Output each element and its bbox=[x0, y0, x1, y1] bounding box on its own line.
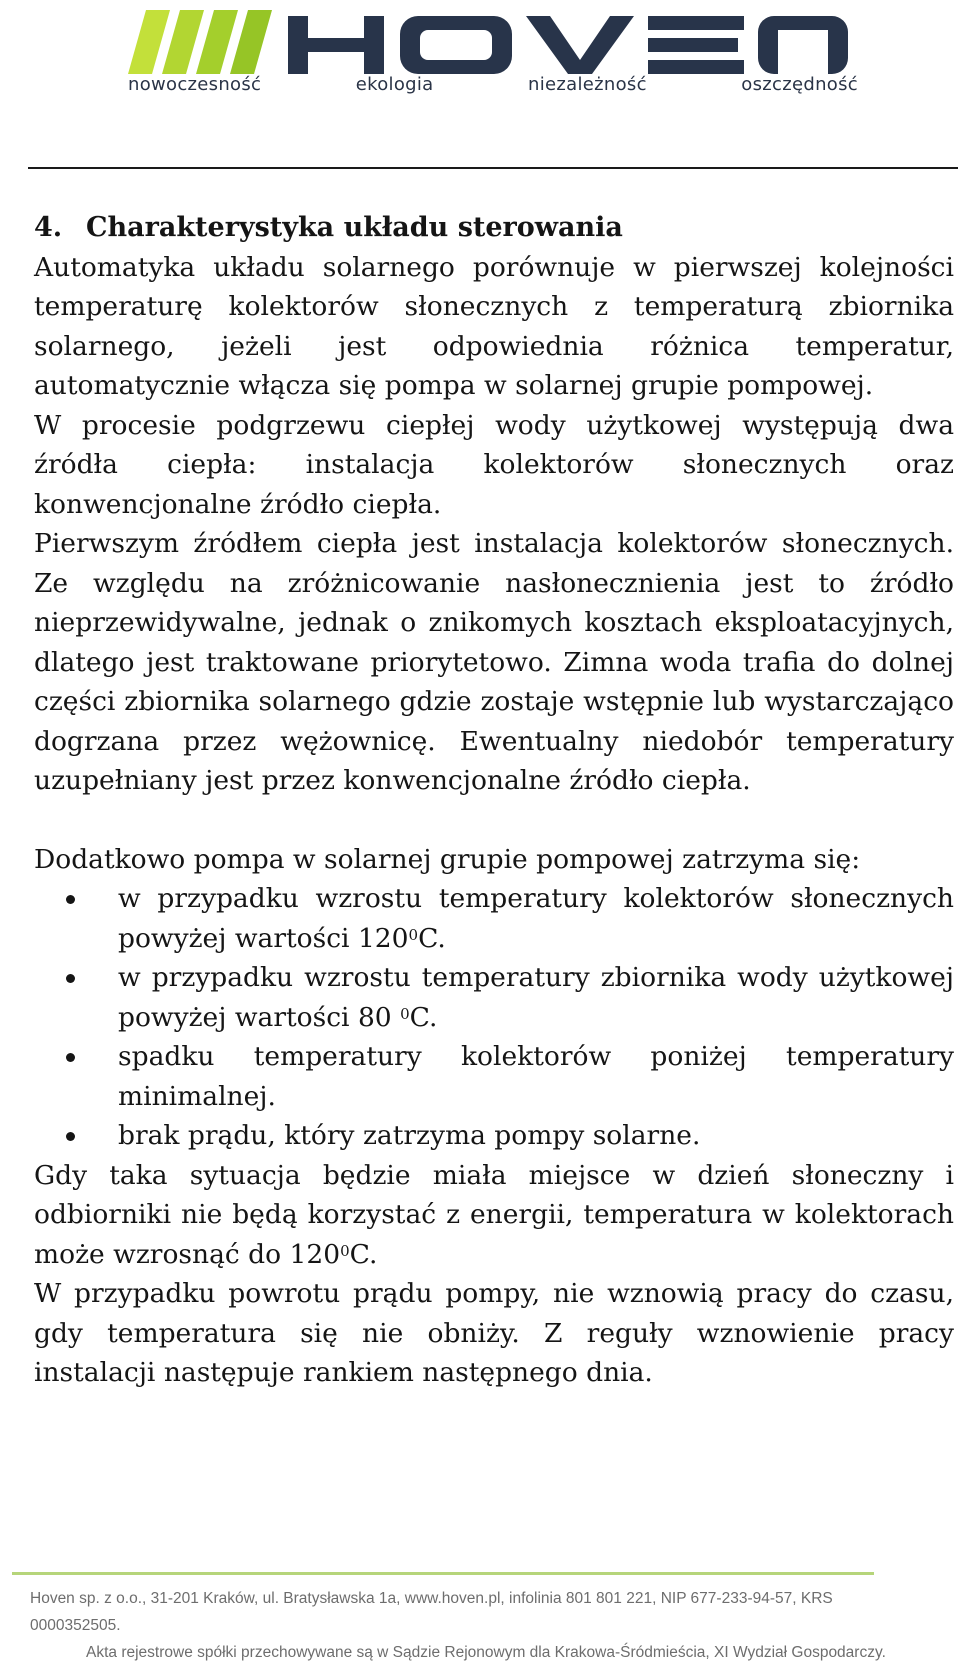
tagline-item: ekologia bbox=[355, 74, 434, 95]
tagline-item: niezależność bbox=[528, 74, 647, 95]
tagline-item: oszczędność bbox=[741, 74, 858, 95]
paragraph: W procesie podgrzewu ciepłej wody użytkowej występują dwa źródła ciepła: instalacja kolektorów słonecznych oraz konwencjonalne źródło ciepła. bbox=[34, 409, 954, 520]
list-item: brak prądu, który zatrzyma pompy solarne. bbox=[118, 1116, 954, 1156]
list-intro: Dodatkowo pompa w solarnej grupie pompowej zatrzyma się: bbox=[34, 843, 861, 875]
document-body bbox=[34, 208, 954, 1393]
degree-superscript: 0 bbox=[400, 1004, 410, 1023]
paragraph: Pierwszym źródłem ciepła jest instalacja kolektorów słonecznych. Ze względu na zróżnicowanie nasłonecznienia jest to źródło nieprzewidywalne, jednak o znikomych kosztach eksploatacyjnych, dlatego jest traktowane priorytetowo. Zimna woda trafia do dolnej części zbiornika solarnego gdzie zostaje wstępnie lub wystarczająco dogrzana przez wężownicę. Ewentualny niedobór temperatury uzupełniany jest przez konwencjonalne źródło ciepła. bbox=[34, 528, 954, 796]
paragraph: Automatyka układu solarnego porównuje w pierwszej kolejności temperaturę kolektorów słonecznych z temperaturą zbiornika solarnego, jeżeli jest odpowiednia różnica temperatur, automatycznie włącza się pompa w solarnej grupie pompowej. bbox=[34, 251, 954, 401]
footer-divider bbox=[12, 1572, 874, 1575]
section-number: 4. bbox=[34, 212, 63, 243]
tagline-item: nowoczesność bbox=[128, 74, 262, 95]
stop-conditions-list bbox=[34, 879, 954, 1156]
section-title: Charakterystyka układu sterowania bbox=[86, 212, 623, 243]
list-item: w przypadku wzrostu temperatury zbiornika wody użytkowej powyżej wartości 80 $^0$C. bbox=[118, 958, 954, 1037]
degree-superscript: 0 bbox=[408, 925, 419, 944]
logo-stripes-icon bbox=[128, 10, 278, 74]
footer-company-info: Hoven sp. z o.o., 31-201 Kraków, ul. Bratysławska 1a, www.hoven.pl, infolinia 801 801 221, NIP 677-233-94-57, KRS 0000352505. bbox=[30, 1590, 833, 1634]
list-item: spadku temperatury kolektorów poniżej temperatury minimalnej. bbox=[118, 1037, 954, 1116]
page-footer bbox=[30, 1585, 910, 1666]
list-item: w przypadku wzrostu temperatury kolektorów słonecznych powyżej wartości $120^0C$. bbox=[118, 879, 954, 958]
section-heading bbox=[34, 208, 954, 248]
degree-superscript: 0 bbox=[340, 1241, 350, 1260]
brand-tagline bbox=[128, 74, 858, 98]
header-divider bbox=[28, 167, 958, 169]
paragraph: Gdy taka sytuacja będzie miała miejsce w dzień słoneczny i odbiorniki nie będą korzystać z energii, temperatura w kolektorach może wzrosnąć do $120^0C$. bbox=[34, 1159, 954, 1270]
company-logo bbox=[128, 8, 858, 98]
logo-wordmark bbox=[288, 16, 848, 74]
footer-registry-info: Akta rejestrowe spółki przechowywane są w Sądzie Rejonowym dla Krakowa-Śródmieścia, XI Wydział Gospodarczy. bbox=[86, 1644, 886, 1661]
paragraph: W przypadku powrotu prądu pompy, nie wznowią pracy do czasu, gdy temperatura się nie obniży. Z reguły wznowienie pracy instalacji następuje rankiem następnego dnia. bbox=[34, 1278, 954, 1388]
